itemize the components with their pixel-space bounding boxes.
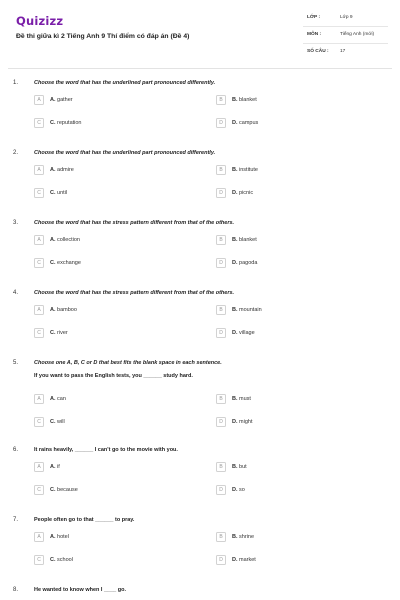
option-key-box: D	[216, 118, 226, 128]
option-label	[232, 557, 256, 563]
question-text: Choose the word that has the stress pattern different from that of the others.	[34, 290, 235, 296]
option-letter: D.	[232, 557, 238, 563]
option-key-box: A	[34, 235, 44, 245]
option-text: mountain	[239, 307, 262, 313]
option-text: school	[57, 557, 73, 563]
option-key-box: D	[216, 258, 226, 268]
option-letter: C.	[50, 190, 56, 196]
option-text: pagoda	[239, 260, 258, 266]
option-label	[50, 464, 60, 470]
option-text: will	[57, 419, 65, 425]
option-letter: D.	[232, 419, 238, 425]
option-text: must	[239, 396, 251, 402]
option-label	[50, 557, 73, 563]
option-key-box: C	[34, 485, 44, 495]
option-label	[232, 419, 252, 425]
option-key-box: B	[216, 165, 226, 175]
option-label	[232, 190, 253, 196]
option-key-box: D	[216, 328, 226, 338]
option-letter: A.	[50, 97, 56, 103]
option-text: if	[57, 464, 60, 470]
option-text: campus	[239, 120, 259, 126]
option-letter: B.	[232, 97, 238, 103]
option-label	[232, 534, 254, 540]
meta-value-grade: Lớp 9	[340, 15, 353, 20]
option-label	[232, 237, 257, 243]
header-divider	[8, 68, 392, 69]
option-letter: B.	[232, 464, 238, 470]
question-number: 7.	[13, 517, 19, 523]
option-label	[50, 237, 80, 243]
question-text: It rains heavily, ______ I can't go to the movie with you.	[34, 447, 178, 453]
option-key-box: A	[34, 95, 44, 105]
question-number: 2.	[13, 150, 19, 156]
option-key-box: C	[34, 188, 44, 198]
option-letter: D.	[232, 190, 238, 196]
option-key-box: B	[216, 305, 226, 315]
option-text: river	[57, 330, 68, 336]
option-letter: A.	[50, 237, 56, 243]
option-text: so	[239, 487, 245, 493]
question-text: Choose the word that has the stress pattern different from that of the others.	[34, 220, 235, 226]
option-key-box: B	[216, 235, 226, 245]
option-label	[232, 330, 255, 336]
question-text: He wanted to know when I ____ go.	[34, 587, 126, 593]
option-letter: C.	[50, 419, 56, 425]
option-text: hotel	[57, 534, 69, 540]
option-letter: B.	[232, 534, 238, 540]
option-key-box: C	[34, 555, 44, 565]
option-label	[232, 307, 262, 313]
option-text: because	[57, 487, 78, 493]
option-letter: A.	[50, 464, 56, 470]
meta-row-subject	[303, 27, 388, 44]
option-label	[50, 487, 78, 493]
option-text: shrine	[239, 534, 255, 540]
option-label	[232, 167, 258, 173]
quizizz-logo: Quizizz	[16, 14, 64, 28]
option-text: might	[239, 419, 253, 425]
question-number: 8.	[13, 587, 19, 593]
meta-label-subject: MÔN :	[307, 32, 322, 37]
question-number: 6.	[13, 447, 19, 453]
option-letter: B.	[232, 396, 238, 402]
question-sentence: If you want to pass the English tests, you ______ study hard.	[34, 373, 193, 379]
document-title: Đề thi giữa kì 2 Tiếng Anh 9 Thí điểm có đáp án (Đề 4)	[16, 33, 190, 40]
option-label	[232, 396, 251, 402]
option-text: institute	[239, 167, 258, 173]
option-key-box: B	[216, 462, 226, 472]
option-key-box: C	[34, 118, 44, 128]
option-letter: A.	[50, 167, 56, 173]
option-letter: D.	[232, 330, 238, 336]
option-text: but	[239, 464, 247, 470]
option-label	[232, 260, 257, 266]
option-letter: A.	[50, 534, 56, 540]
option-label	[50, 534, 69, 540]
meta-label-grade: LỚP :	[307, 15, 321, 20]
option-label	[232, 487, 245, 493]
option-key-box: A	[34, 305, 44, 315]
option-key-box: A	[34, 394, 44, 404]
option-key-box: C	[34, 258, 44, 268]
question-text: People often go to that ______ to pray.	[34, 517, 135, 523]
option-letter: B.	[232, 237, 238, 243]
option-key-box: A	[34, 462, 44, 472]
option-key-box: C	[34, 417, 44, 427]
option-text: until	[57, 190, 68, 196]
meta-value-question-count: 17	[340, 49, 346, 54]
option-text: blanket	[239, 237, 257, 243]
option-label	[50, 167, 74, 173]
option-letter: C.	[50, 260, 56, 266]
option-label	[50, 260, 81, 266]
option-letter: B.	[232, 307, 238, 313]
option-label	[50, 419, 65, 425]
option-letter: C.	[50, 557, 56, 563]
option-label	[50, 120, 82, 126]
option-letter: C.	[50, 487, 56, 493]
meta-label-question-count: SỐ CÂU :	[307, 49, 329, 54]
question-text: Choose one A, B, C or D that best fits the blank space in each sentence.	[34, 360, 222, 366]
option-key-box: A	[34, 532, 44, 542]
option-key-box: D	[216, 417, 226, 427]
option-letter: A.	[50, 396, 56, 402]
option-key-box: B	[216, 394, 226, 404]
option-label	[232, 97, 257, 103]
question-number: 3.	[13, 220, 19, 226]
option-key-box: B	[216, 95, 226, 105]
option-key-box: D	[216, 188, 226, 198]
option-key-box: A	[34, 165, 44, 175]
meta-info-table	[303, 10, 388, 61]
option-text: bamboo	[57, 307, 77, 313]
option-key-box: D	[216, 555, 226, 565]
option-text: can	[57, 396, 66, 402]
document-header	[0, 0, 400, 68]
option-letter: D.	[232, 487, 238, 493]
option-text: blanket	[239, 97, 257, 103]
meta-row-question-count	[303, 44, 388, 61]
question-text: Choose the word that has the underlined part pronounced differently.	[34, 150, 216, 156]
option-label	[232, 120, 258, 126]
option-text: picnic	[239, 190, 254, 196]
option-key-box: B	[216, 532, 226, 542]
option-label	[50, 190, 67, 196]
question-number: 4.	[13, 290, 19, 296]
option-key-box: D	[216, 485, 226, 495]
option-letter: C.	[50, 330, 56, 336]
option-label	[232, 464, 247, 470]
option-label	[50, 307, 77, 313]
option-letter: A.	[50, 307, 56, 313]
option-label	[50, 97, 73, 103]
option-text: admire	[57, 167, 74, 173]
option-text: gather	[57, 97, 73, 103]
option-letter: C.	[50, 120, 56, 126]
option-label	[50, 330, 68, 336]
option-letter: D.	[232, 260, 238, 266]
option-text: market	[239, 557, 256, 563]
option-text: village	[239, 330, 255, 336]
option-label	[50, 396, 66, 402]
question-number: 1.	[13, 80, 19, 86]
question-text: Choose the word that has the underlined part pronounced differently.	[34, 80, 216, 86]
option-text: reputation	[57, 120, 82, 126]
option-text: exchange	[57, 260, 81, 266]
option-key-box: C	[34, 328, 44, 338]
option-text: collection	[57, 237, 80, 243]
question-number: 5.	[13, 360, 19, 366]
option-letter: D.	[232, 120, 238, 126]
option-letter: B.	[232, 167, 238, 173]
meta-value-subject: Tiếng Anh (mới)	[340, 32, 375, 37]
meta-row-grade	[303, 10, 388, 27]
